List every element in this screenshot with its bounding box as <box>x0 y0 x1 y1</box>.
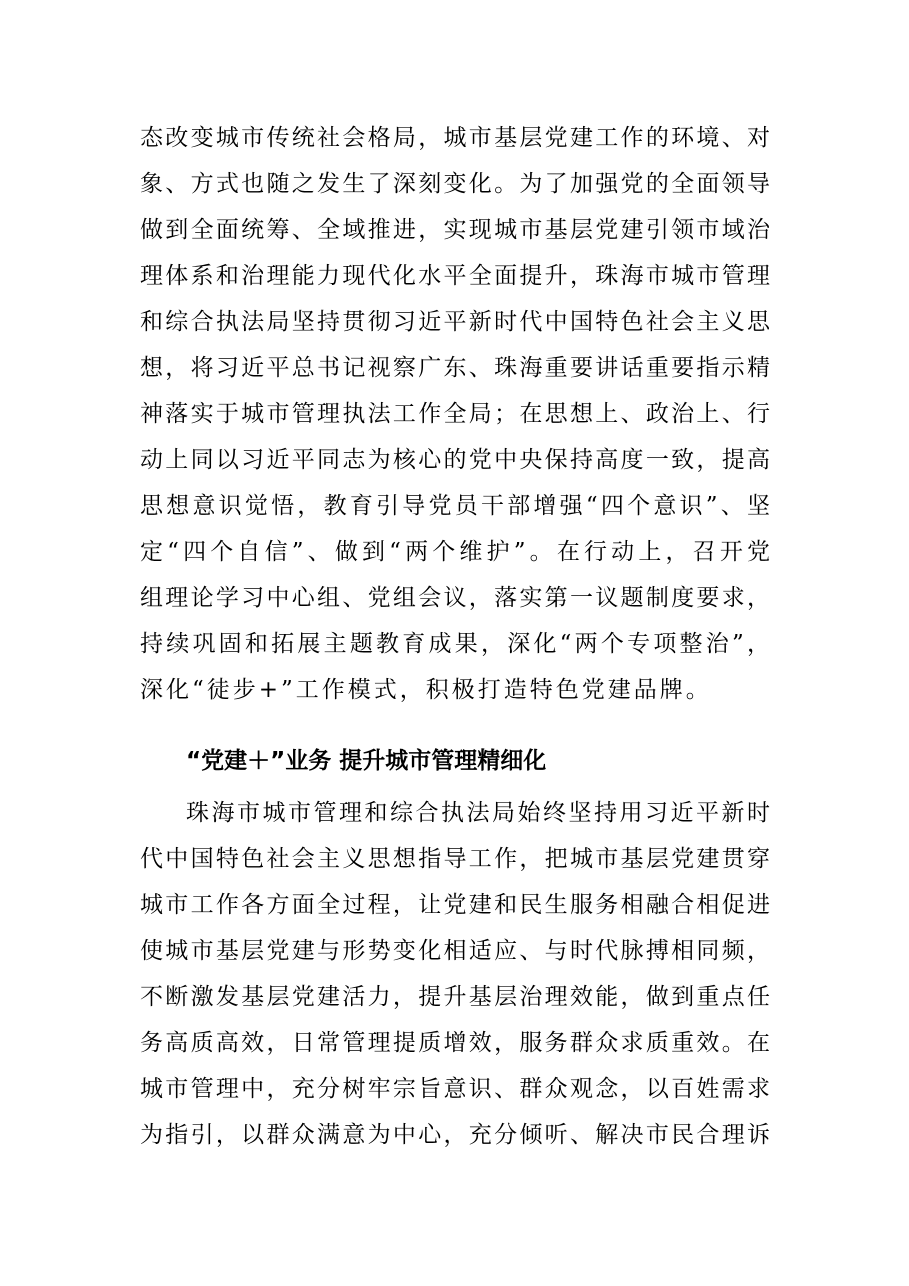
paragraph-1-line: 象、方式也随之发生了深刻变化。为了加强党的全面领导 <box>140 171 770 197</box>
paragraph-1-line: 持续巩固和拓展主题教育成果，深化“两个专项整治”， <box>140 631 770 657</box>
paragraph-2-line: 务高质高效，日常管理提质增效，服务群众求质重效。在 <box>140 1030 770 1056</box>
paragraph-1-line: 动上同以习近平同志为核心的党中央保持高度一致，提高 <box>140 447 770 473</box>
paragraph-1-line: 定“四个自信”、做到“两个维护”。在行动上，召开党 <box>140 539 770 565</box>
paragraph-2-line: 城市管理中，充分树牢宗旨意识、群众观念，以百姓需求 <box>140 1076 770 1102</box>
paragraph-1-line: 想，将习近平总书记视察广东、珠海重要讲话重要指示精 <box>140 355 770 381</box>
paragraph-2-line: 不断激发基层党建活力，提升基层治理效能，做到重点任 <box>140 984 770 1010</box>
paragraph-1-line: 和综合执法局坚持贯彻习近平新时代中国特色社会主义思 <box>140 309 770 335</box>
paragraph-2-line: 为指引，以群众满意为中心，充分倾听、解决市民合理诉 <box>140 1122 770 1148</box>
paragraph-2-line: 城市工作各方面全过程，让党建和民生服务相融合相促进 <box>140 892 770 918</box>
paragraph-1-line: 态改变城市传统社会格局，城市基层党建工作的环境、对 <box>140 125 770 151</box>
paragraph-1-line: 理体系和治理能力现代化水平全面提升，珠海市城市管理 <box>140 263 770 289</box>
paragraph-1-line: 做到全面统筹、全域推进，实现城市基层党建引领市域治 <box>140 217 770 243</box>
section-heading: “党建＋”业务 提升城市管理精细化 <box>186 748 547 774</box>
paragraph-2-line: 珠海市城市管理和综合执法局始终坚持用习近平新时 <box>186 800 770 826</box>
paragraph-1-line: 神落实于城市管理执法工作全局；在思想上、政治上、行 <box>140 401 770 427</box>
paragraph-2-line: 代中国特色社会主义思想指导工作，把城市基层党建贯穿 <box>140 846 770 872</box>
paragraph-1-line: 思想意识觉悟，教育引导党员干部增强“四个意识”、坚 <box>140 493 770 519</box>
paragraph-1-line: 组理论学习中心组、党组会议，落实第一议题制度要求， <box>140 585 770 611</box>
paragraph-2-line: 使城市基层党建与形势变化相适应、与时代脉搏相同频， <box>140 938 770 964</box>
paragraph-1-line: 深化“徒步+”工作模式，积极打造特色党建品牌。 <box>140 677 712 703</box>
